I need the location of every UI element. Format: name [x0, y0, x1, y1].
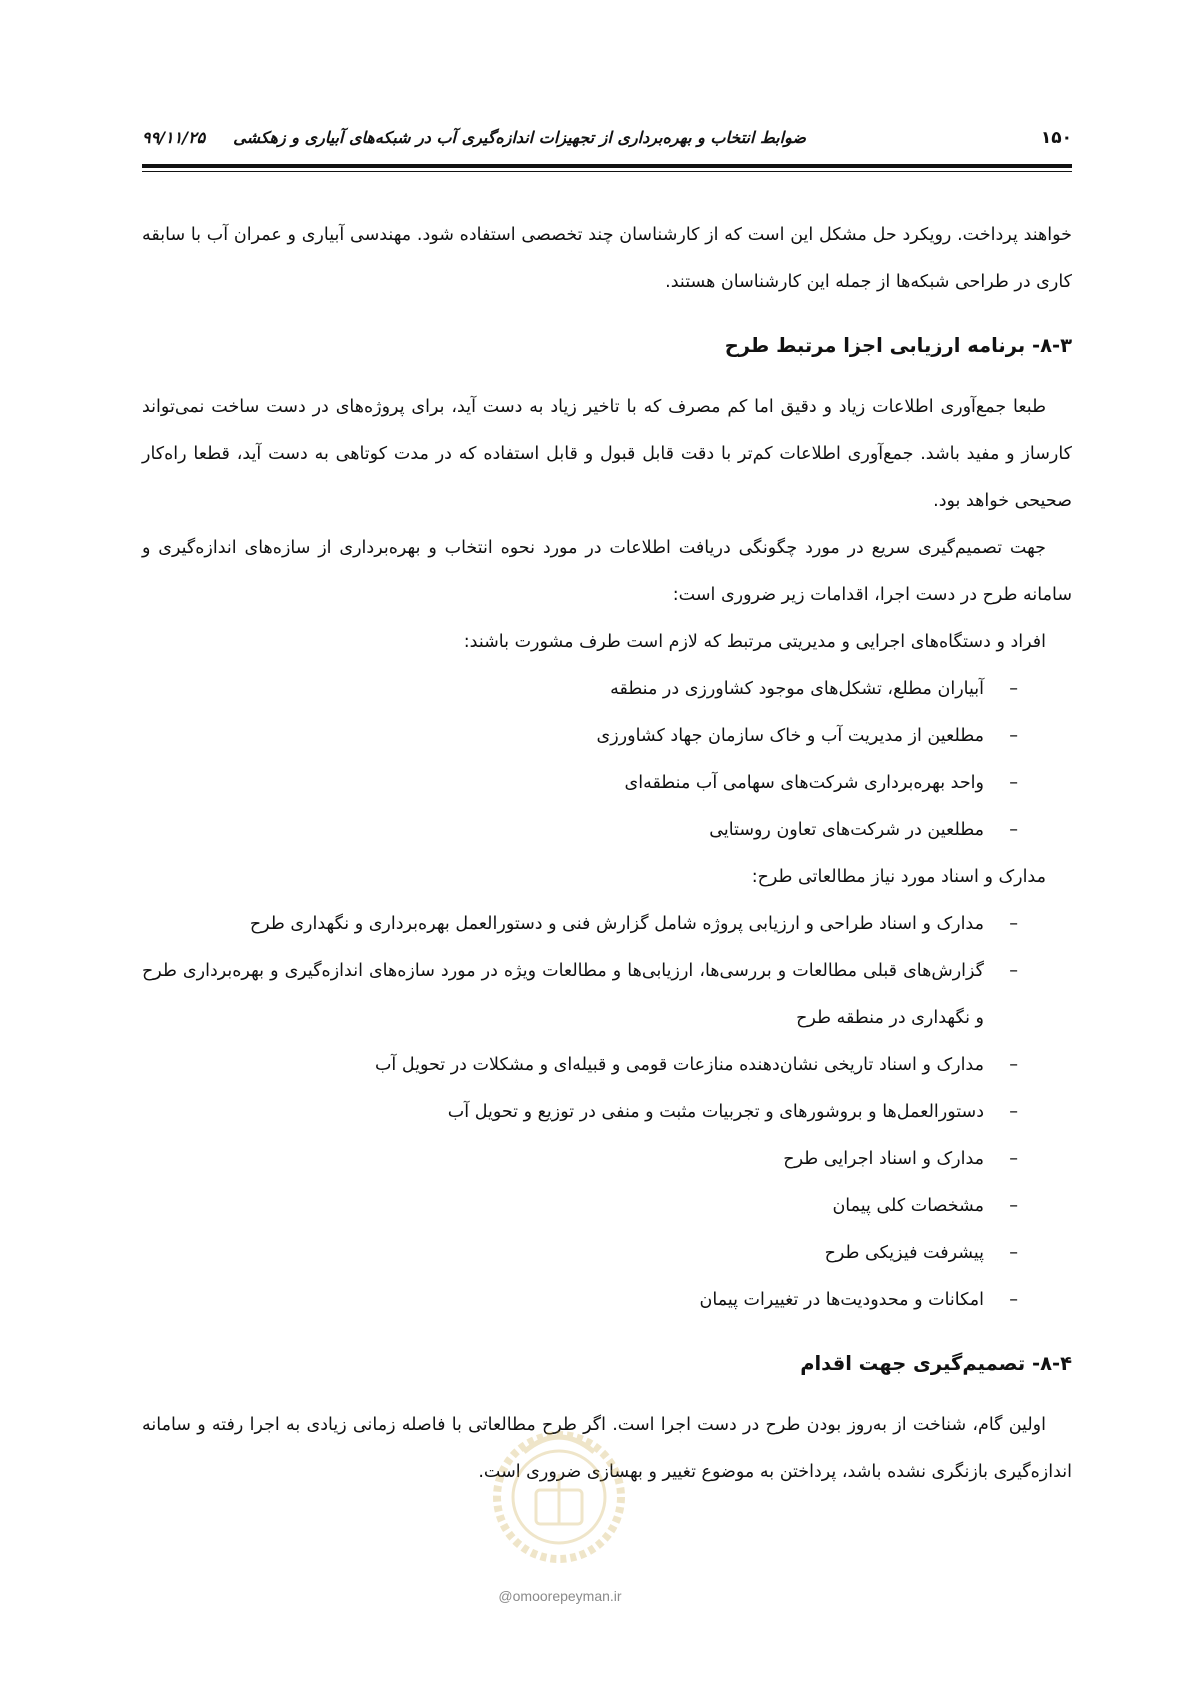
list-item-text: آبیاران مطلع، تشکل‌های موجود کشاورزی در منطقه [610, 679, 984, 699]
intro-paragraph: خواهند پرداخت. رویکرد حل مشکل این است که از کارشناسان چند تخصصی استفاده شود. مهندسی آبیاری و عمران آب با سابقه کاری در طراحی شبکه‌ها از جمله این کارشناسان هستند. [142, 225, 1072, 292]
section-heading-8-4: ۸-۴- تصمیم‌گیری جهت اقدام [800, 1352, 1072, 1375]
watermark-logo-icon [484, 1412, 634, 1582]
dash-marker: – [1009, 914, 1018, 934]
dash-marker: – [1009, 820, 1018, 840]
list-item-text: امکانات و محدودیت‌ها در تغییرات پیمان [699, 1290, 984, 1310]
page-number: ۱۵۰ [1040, 128, 1072, 148]
list-item-text: گزارش‌های قبلی مطالعات و بررسی‌ها، ارزیابی‌ها و مطالعات ویژه در مورد سازه‌های اندازه‌گیری و بهره‌برداری طرح و نگهداری در منطقه طرح [142, 961, 984, 1028]
list-item [142, 1136, 1018, 1183]
running-title-text: ضوابط انتخاب و بهره‌برداری از تجهیزات اندازه‌گیری آب در شبکه‌های آبیاری و زهکشی [233, 128, 806, 147]
list-item-text: دستورالعمل‌ها و بروشورهای و تجربیات مثبت و منفی در توزیع و تحویل آب [447, 1102, 984, 1122]
page-header [142, 128, 1072, 156]
list-item-text: مدارک و اسناد طراحی و ارزیابی پروژه شامل گزارش فنی و دستورالعمل بهره‌برداری و نگهداری طرح [249, 914, 984, 934]
list-item [142, 1089, 1018, 1136]
dash-marker: – [1009, 1149, 1018, 1169]
list-item-text: مشخصات کلی پیمان [832, 1196, 984, 1216]
dash-marker: – [1009, 1196, 1018, 1216]
section-3-paragraph-2: جهت تصمیم‌گیری سریع در مورد چگونگی دریافت اطلاعات در مورد نحوه انتخاب و بهره‌برداری از سازه‌های اندازه‌گیری و سامانه طرح در دست اجرا، اقدامات زیر ضروری است: [142, 538, 1072, 605]
header-rule-thin [142, 171, 1072, 172]
watermark-url: @omoorepeyman.ir [498, 1588, 622, 1604]
list-1-lead: افراد و دستگاه‌های اجرایی و مدیریتی مرتبط که لازم است طرف مشورت باشند: [463, 632, 1046, 652]
list-2 [142, 901, 1072, 1324]
list-item [142, 666, 1018, 713]
list-item [142, 713, 1018, 760]
section-3-paragraph-1: طبعا جمع‌آوری اطلاعات زیاد و دقیق اما کم مصرف که با تاخیر زیاد به دست آید، برای پروژه‌های در دست ساخت نمی‌تواند کارساز و مفید باشد. جمع‌آوری اطلاعات کم‌تر با دقت قابل قبول و قابل استفاده که در مدت کوتاهی به دست آید، قطعا راه‌کار صحیحی خواهد بود. [142, 397, 1072, 511]
list-item [142, 1230, 1018, 1277]
list-item [142, 1042, 1018, 1089]
list-item-text: مدارک و اسناد تاریخی نشان‌دهنده منازعات قومی و قبیله‌ای و مشکلات در تحویل آب [374, 1055, 984, 1075]
list-item [142, 760, 1018, 807]
list-item [142, 901, 1018, 948]
list-item-text: مدارک و اسناد اجرایی طرح [783, 1149, 984, 1169]
running-title [142, 128, 806, 147]
section-4-paragraph-1: اولین گام، شناخت از به‌روز بودن طرح در دست اجرا است. اگر طرح مطالعاتی با فاصله زمانی زیادی به اجرا رفته و سامانه اندازه‌گیری بازنگری نشده باشد، پرداختن به موضوع تغییر و بهسازی ضروری است. [142, 1415, 1072, 1482]
dash-marker: – [1009, 726, 1018, 746]
list-item-text: مطلعین در شرکت‌های تعاون روستایی [709, 820, 984, 840]
list-item-text: واحد بهره‌برداری شرکت‌های سهامی آب منطقه‌ای [624, 773, 984, 793]
dash-marker: – [1009, 679, 1018, 699]
list-1 [142, 666, 1072, 854]
dash-marker: – [1009, 1102, 1018, 1122]
list-item [142, 948, 1018, 1042]
header-rule-thick [142, 164, 1072, 168]
list-2-lead: مدارک و اسناد مورد نیاز مطالعاتی طرح: [751, 867, 1046, 887]
list-item-text: پیشرفت فیزیکی طرح [824, 1243, 984, 1263]
dash-marker: – [1009, 1243, 1018, 1263]
list-item-text: مطلعین از مدیریت آب و خاک سازمان جهاد کشاورزی [596, 726, 984, 746]
section-heading-8-3: ۸-۳- برنامه ارزیابی اجزا مرتبط طرح [724, 334, 1072, 357]
dash-marker: – [1009, 1290, 1018, 1310]
dash-marker: – [1009, 773, 1018, 793]
list-item [142, 807, 1018, 854]
dash-marker: – [1009, 961, 1018, 981]
running-title-date: ۹۹/۱۱/۲۵ [142, 128, 206, 147]
dash-marker: – [1009, 1055, 1018, 1075]
page-content [142, 212, 1072, 1496]
list-item [142, 1277, 1018, 1324]
list-item [142, 1183, 1018, 1230]
